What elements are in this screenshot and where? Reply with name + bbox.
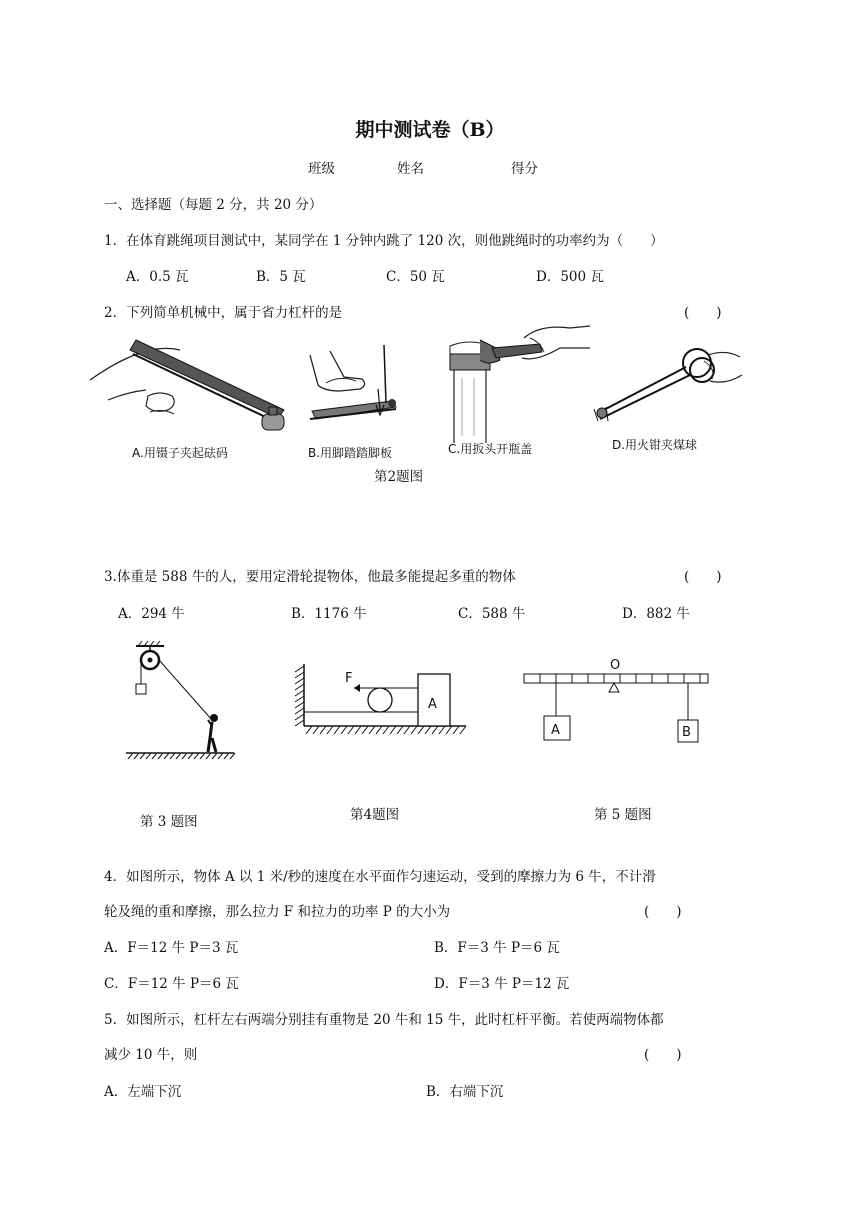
figure-4-caption: 第4题图 xyxy=(350,807,400,823)
figure-4-force-label: F xyxy=(345,671,353,686)
hatch-line xyxy=(446,726,452,734)
hatch-line xyxy=(411,726,417,734)
hatch-line xyxy=(200,753,205,759)
hatch-line xyxy=(295,696,304,702)
question-4-stem-line1: 4．如图所示，物体 A 以 1 米/秒的速度在水平面作匀速运动，受到的摩擦力为 6 牛，不计滑 xyxy=(104,869,656,885)
hatch-line xyxy=(348,726,354,734)
class-label: 班级 xyxy=(308,161,335,177)
hatch-line xyxy=(170,753,175,759)
name-label: 姓名 xyxy=(397,161,424,177)
hatch-line xyxy=(295,708,304,714)
hatch-line xyxy=(158,753,163,759)
question-5-stem-line1: 5．如图所示，杠杆左右两端分别挂有重物是 20 牛和 15 牛，此时杠杆平衡。若使两端物体都 xyxy=(104,1012,664,1028)
hatch-line xyxy=(134,753,139,759)
q4-answer-bracket[interactable]: ( ) xyxy=(644,904,682,920)
figure-3-caption: 第 3 题图 xyxy=(140,814,198,830)
page-title: 期中测试卷（B） xyxy=(355,119,505,141)
hatch-line xyxy=(334,726,340,734)
q4-option-a[interactable]: A．F＝12 牛 P＝3 瓦 xyxy=(104,940,239,956)
hatch-line xyxy=(390,726,396,734)
question-3-stem: 3.体重是 588 牛的人，要用定滑轮提物体，他最多能提起多重的物体 xyxy=(104,569,516,585)
hatch-line xyxy=(194,753,199,759)
hatch-line xyxy=(341,726,347,734)
hatch-line xyxy=(313,726,319,734)
q3-answer-bracket[interactable]: ( ) xyxy=(684,569,722,585)
hatch-line xyxy=(212,753,217,759)
q2-answer-bracket[interactable]: ( ) xyxy=(684,305,722,321)
hatch-line xyxy=(295,666,304,672)
q3-option-a[interactable]: A．294 牛 xyxy=(118,606,185,622)
hatch-line xyxy=(453,726,459,734)
q1-option-d[interactable]: D．500 瓦 xyxy=(536,269,604,285)
hatch-line xyxy=(176,753,181,759)
question-1-stem: 1．在体育跳绳项目测试中，某同学在 1 分钟内跳了 120 次，则他跳绳时的功率约为（ ） xyxy=(104,233,664,249)
q3-option-d[interactable]: D．882 牛 xyxy=(622,606,690,622)
q4-option-d[interactable]: D．F＝3 牛 P＝12 瓦 xyxy=(434,976,570,992)
hatch-line xyxy=(369,726,375,734)
q5-option-a[interactable]: A．左端下沉 xyxy=(104,1084,182,1100)
q3-option-b[interactable]: B．1176 牛 xyxy=(291,606,367,622)
hatch-line xyxy=(295,702,304,708)
hatch-line xyxy=(206,753,211,759)
hatch-line xyxy=(295,714,304,720)
hatch-line xyxy=(295,672,304,678)
hatch-line xyxy=(397,726,403,734)
q2-caption-d: D.用火钳夹煤球 xyxy=(612,438,698,452)
hatch-line xyxy=(306,726,312,734)
hatch-line xyxy=(295,690,304,696)
question-5-stem-line2: 减少 10 牛，则 xyxy=(104,1047,198,1063)
q2-caption-a: A.用镊子夹起砝码 xyxy=(132,446,228,460)
hatch-line xyxy=(425,726,431,734)
hatch-line xyxy=(320,726,326,734)
question-4-stem-line2: 轮及绳的重和摩擦，那么拉力 F 和拉力的功率 P 的大小为 xyxy=(104,904,451,920)
q2-caption-b: B.用脚踏踏脚板 xyxy=(308,446,393,460)
figure-4-movable-pulley xyxy=(290,660,470,740)
score-label: 得分 xyxy=(511,161,538,177)
q5-answer-bracket[interactable]: ( ) xyxy=(644,1047,682,1063)
question-2-stem: 2．下列简单机械中，属于省力杠杆的是 xyxy=(104,305,343,321)
hatch-line xyxy=(140,753,145,759)
hatch-line xyxy=(182,753,187,759)
hatch-line xyxy=(404,726,410,734)
hatch-line xyxy=(418,726,424,734)
q2-figure-c-bottle-opener xyxy=(440,318,595,443)
section-heading: 一、选择题（每题 2 分，共 20 分） xyxy=(104,197,323,213)
hatch-line xyxy=(164,753,169,759)
q5-option-b[interactable]: B．右端下沉 xyxy=(426,1084,504,1100)
hatch-line xyxy=(146,753,151,759)
figure-5-caption: 第 5 题图 xyxy=(594,807,652,823)
hatch-line xyxy=(376,726,382,734)
hatch-line xyxy=(230,753,235,759)
q1-option-a[interactable]: A．0.5 瓦 xyxy=(126,269,189,285)
hatch-line xyxy=(218,753,223,759)
hatch-line xyxy=(295,684,304,690)
q2-figure-caption: 第2题图 xyxy=(374,469,424,485)
q2-caption-c: C.用扳头开瓶盖 xyxy=(448,442,533,456)
hatch-line xyxy=(152,753,157,759)
hatch-line xyxy=(295,678,304,684)
figure-5-lever xyxy=(520,654,710,748)
figure-4-block-label: A xyxy=(428,697,437,712)
figure-5-right-label: B xyxy=(682,725,691,740)
hatch-line xyxy=(362,726,368,734)
hatch-line xyxy=(224,753,229,759)
hatch-line xyxy=(460,726,466,734)
hatch-line xyxy=(128,753,133,759)
q2-figure-a-tweezers xyxy=(88,330,268,440)
hatch-line xyxy=(439,726,445,734)
hatch-line xyxy=(188,753,193,759)
q2-figure-d-tongs xyxy=(592,345,742,425)
hatch-line xyxy=(432,726,438,734)
q1-option-b[interactable]: B．5 瓦 xyxy=(256,269,306,285)
hatch-line xyxy=(383,726,389,734)
q4-option-c[interactable]: C．F＝12 牛 P＝6 瓦 xyxy=(104,976,239,992)
hatch-line xyxy=(327,726,333,734)
hatch-line xyxy=(295,720,304,726)
figure-5-left-label: A xyxy=(551,723,560,738)
hatch-line xyxy=(355,726,361,734)
q2-figure-b-pedal xyxy=(300,345,405,435)
figure-5-pivot-label: O xyxy=(610,658,621,673)
q1-option-c[interactable]: C．50 瓦 xyxy=(386,269,445,285)
figure-3-fixed-pulley xyxy=(124,640,244,762)
q3-option-c[interactable]: C．588 牛 xyxy=(458,606,526,622)
q4-option-b[interactable]: B．F＝3 牛 P＝6 瓦 xyxy=(434,940,560,956)
